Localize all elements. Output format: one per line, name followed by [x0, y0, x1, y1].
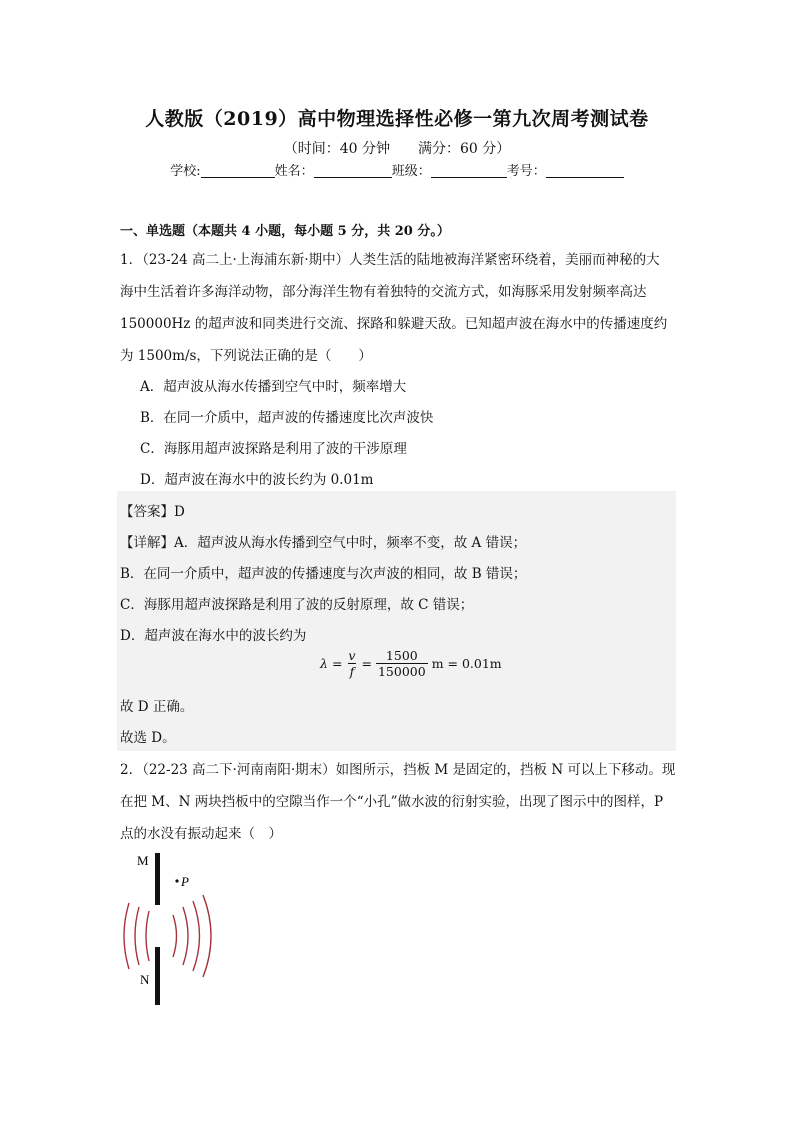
diffracted-wave-arc: [183, 907, 188, 965]
student-info-fields: [0, 160, 794, 179]
question-1-line: 1．（23-24 高二上·上海浦东新·期中）人类生活的陆地被海洋紧密环绕着，美丽而神秘的大: [120, 252, 660, 268]
section-heading: 一、单选题（本题共 4 小题，每小题 5 分，共 20 分。）: [120, 224, 450, 239]
question-2-line: 在把 M、N 两块挡板中的空隙当作一个“小孔”做水波的衍射实验，出现了图示中的图样，P: [120, 794, 664, 810]
exam-number-blank[interactable]: [546, 163, 624, 178]
class-label: 班级：: [391, 164, 431, 179]
full-score: 满分：60 分）: [418, 141, 511, 157]
formula-v: v: [348, 648, 356, 663]
incident-wave-arc: [146, 911, 149, 961]
explanation-line: D．超声波在海水中的波长约为: [120, 628, 307, 644]
barrier-m: [155, 853, 160, 905]
option-b[interactable]: B．在同一介质中，超声波的传播速度比次声波快: [140, 410, 434, 426]
school-label: 学校:: [170, 164, 201, 179]
explanation-line: B．在同一介质中，超声波的传播速度与次声波的相同，故 B 错误；: [120, 566, 527, 582]
explanation-line: 故 D 正确。: [120, 699, 194, 715]
formula-fraction-numeric: [376, 648, 428, 679]
time-limit: （时间：40 分钟: [283, 141, 390, 157]
formula-result: m = 0.01m: [431, 656, 502, 671]
name-blank[interactable]: [314, 163, 392, 178]
final-answer: 故选 D。: [120, 730, 176, 746]
school-blank[interactable]: [201, 163, 275, 178]
formula-numerator: 1500: [385, 648, 418, 663]
option-c[interactable]: C．海豚用超声波探路是利用了波的干涉原理: [140, 441, 407, 457]
formula-f: f: [349, 664, 355, 679]
option-a[interactable]: A．超声波从海水传播到空气中时，频率增大: [140, 379, 407, 395]
diffracted-wave-arc: [203, 895, 211, 977]
wavelength-formula: [320, 648, 502, 679]
option-d[interactable]: D．超声波在海水中的波长约为 0.01m: [140, 472, 374, 488]
explanation-line: C．海豚用超声波探路是利用了波的反射原理，故 C 错误；: [120, 597, 474, 613]
answer-label: 【答案】D: [120, 504, 185, 520]
formula-denominator: 150000: [377, 664, 426, 679]
formula-equals: =: [331, 656, 343, 671]
label-p: P: [181, 874, 189, 889]
name-label: 姓名：: [274, 164, 314, 179]
class-blank[interactable]: [431, 163, 507, 178]
formula-lambda: λ: [320, 656, 328, 671]
barrier-n: [155, 947, 160, 1005]
question-1-line: 为 1500m/s，下列说法正确的是（ ）: [120, 348, 372, 364]
diffraction-figure: [115, 845, 225, 1015]
question-1-line: 海中生活着许多海洋动物，部分海洋生物有着独特的交流方式，如海豚采用发射频率高达: [120, 284, 647, 300]
label-n: N: [140, 972, 150, 987]
label-m: M: [137, 853, 149, 868]
answer-box: [117, 491, 676, 751]
exam-number-label: 考号：: [506, 164, 546, 179]
question-2-line: 点的水没有振动起来（ ）: [120, 826, 282, 842]
formula-equals: =: [361, 656, 372, 671]
diffracted-wave-arc: [173, 915, 177, 957]
explanation-line: 【详解】A．超声波从海水传播到空气中时，频率不变，故 A 错误；: [120, 535, 527, 551]
diffracted-wave-arc: [193, 901, 200, 971]
incident-wave-arc: [135, 907, 139, 965]
question-1-line: 150000Hz 的超声波和同类进行交流、探路和躲避天敌。已知超声波在海水中的传播速度约: [120, 316, 668, 332]
incident-wave-arc: [124, 903, 129, 969]
wave-arcs: [124, 895, 211, 977]
point-p-dot: [175, 879, 178, 882]
page-title: 人教版（2019）高中物理选择性必修一第九次周考测试卷: [145, 108, 649, 130]
exam-subtitle: [0, 138, 794, 158]
formula-fraction-vf: [346, 648, 357, 679]
question-2-line: 2．（22-23 高二下·河南南阳·期末）如图所示，挡板 M 是固定的，挡板 N 可以上下移动。现: [120, 762, 676, 778]
